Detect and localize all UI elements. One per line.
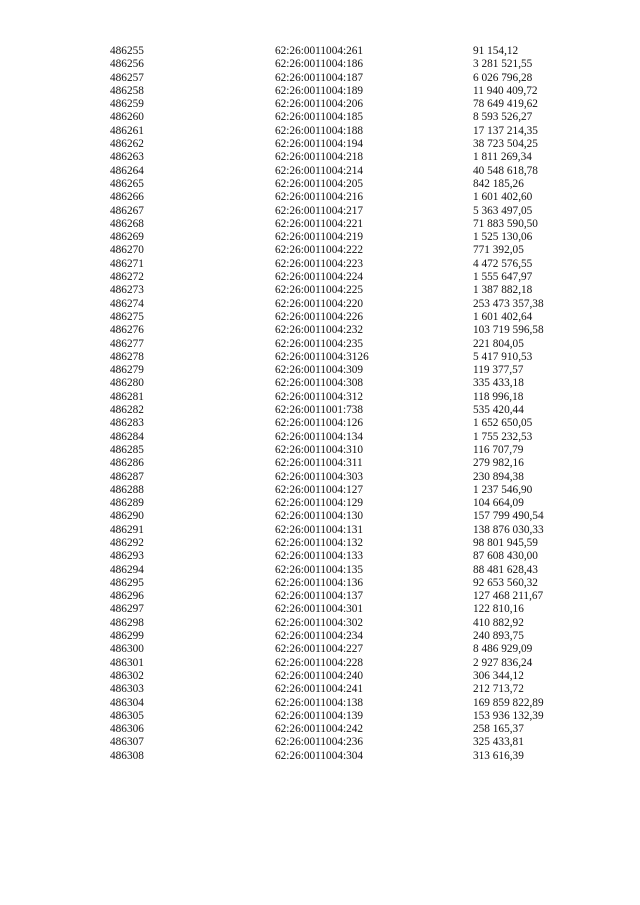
row-number-cell: 486296 — [110, 590, 144, 603]
cadastral-value-cell: 535 420,44 — [473, 404, 524, 417]
table-row — [0, 537, 640, 550]
cadastral-value-cell: 138 876 030,33 — [473, 523, 544, 536]
row-number-cell: 486302 — [110, 669, 144, 682]
row-number-cell: 486271 — [110, 257, 144, 270]
cadastral-number-cell: 62:26:0011004:133 — [275, 550, 364, 563]
row-number-cell: 486257 — [110, 71, 144, 84]
row-number-cell: 486263 — [110, 151, 144, 164]
table-row — [0, 125, 640, 138]
cadastral-value-cell: 253 473 357,38 — [473, 297, 544, 310]
row-number-cell: 486261 — [110, 124, 144, 137]
row-number-cell: 486292 — [110, 536, 144, 549]
table-row — [0, 510, 640, 523]
cadastral-number-cell: 62:26:0011004:139 — [275, 709, 364, 722]
cadastral-number-cell: 62:26:0011004:226 — [275, 310, 364, 323]
cadastral-number-cell: 62:26:0011001:738 — [275, 404, 364, 417]
cadastral-value-cell: 1 811 269,34 — [473, 151, 532, 164]
cadastral-number-cell: 62:26:0011004:131 — [275, 523, 364, 536]
table-row — [0, 603, 640, 616]
cadastral-value-cell: 119 377,57 — [473, 364, 524, 377]
table-row — [0, 338, 640, 351]
table-row — [0, 191, 640, 204]
cadastral-number-cell: 62:26:0011004:214 — [275, 164, 364, 177]
cadastral-number-cell: 62:26:0011004:219 — [275, 231, 364, 244]
cadastral-number-cell: 62:26:0011004:189 — [275, 84, 364, 97]
row-number-cell: 486293 — [110, 550, 144, 563]
row-number-cell: 486299 — [110, 630, 144, 643]
row-number-cell: 486283 — [110, 417, 144, 430]
cadastral-number-cell: 62:26:0011004:224 — [275, 271, 364, 284]
cadastral-value-cell: 306 344,12 — [473, 669, 524, 682]
cadastral-number-cell: 62:26:0011004:311 — [275, 457, 363, 470]
cadastral-value-cell: 1 601 402,60 — [473, 191, 533, 204]
cadastral-value-cell: 279 982,16 — [473, 457, 524, 470]
cadastral-value-cell: 1 555 647,97 — [473, 271, 533, 284]
cadastral-value-cell: 88 481 628,43 — [473, 563, 538, 576]
cadastral-number-cell: 62:26:0011004:130 — [275, 510, 364, 523]
cadastral-number-cell: 62:26:0011004:216 — [275, 191, 364, 204]
row-number-cell: 486277 — [110, 337, 144, 350]
cadastral-number-cell: 62:26:0011004:312 — [275, 390, 364, 403]
row-number-cell: 486279 — [110, 364, 144, 377]
cadastral-number-cell: 62:26:0011004:235 — [275, 337, 364, 350]
cadastral-value-cell: 313 616,39 — [473, 749, 524, 762]
cadastral-number-cell: 62:26:0011004:223 — [275, 257, 364, 270]
cadastral-value-cell: 169 859 822,89 — [473, 696, 544, 709]
row-number-cell: 486260 — [110, 111, 144, 124]
table-row — [0, 697, 640, 710]
cadastral-value-cell: 6 026 796,28 — [473, 71, 533, 84]
cadastral-number-cell: 62:26:0011004:225 — [275, 284, 364, 297]
row-number-cell: 486297 — [110, 603, 144, 616]
row-number-cell: 486273 — [110, 284, 144, 297]
row-number-cell: 486276 — [110, 324, 144, 337]
table-row — [0, 683, 640, 696]
table-row — [0, 85, 640, 98]
row-number-cell: 486281 — [110, 390, 144, 403]
row-number-cell: 486307 — [110, 736, 144, 749]
cadastral-value-cell: 1 601 402,64 — [473, 310, 533, 323]
cadastral-value-cell: 116 707,79 — [473, 443, 524, 456]
cadastral-value-cell: 11 940 409,72 — [473, 84, 538, 97]
table-row — [0, 723, 640, 736]
table-row — [0, 577, 640, 590]
row-number-cell: 486270 — [110, 244, 144, 257]
row-number-cell: 486285 — [110, 443, 144, 456]
cadastral-value-cell: 98 801 945,59 — [473, 536, 538, 549]
table-row — [0, 564, 640, 577]
table-row — [0, 218, 640, 231]
cadastral-value-cell: 8 486 929,09 — [473, 643, 533, 656]
row-number-cell: 486255 — [110, 45, 144, 57]
cadastral-number-cell: 62:26:0011004:218 — [275, 151, 364, 164]
cadastral-number-cell: 62:26:0011004:206 — [275, 98, 364, 111]
cadastral-value-cell: 91 154,12 — [473, 45, 519, 57]
cadastral-number-cell: 62:26:0011004:138 — [275, 696, 364, 709]
table-row — [0, 98, 640, 111]
cadastral-value-cell: 103 719 596,58 — [473, 324, 544, 337]
cadastral-number-cell: 62:26:0011004:240 — [275, 669, 364, 682]
row-number-cell: 486258 — [110, 84, 144, 97]
row-number-cell: 486275 — [110, 310, 144, 323]
table-row — [0, 351, 640, 364]
cadastral-value-cell: 17 137 214,35 — [473, 124, 538, 137]
cadastral-number-cell: 62:26:0011004:136 — [275, 576, 364, 589]
table-row — [0, 311, 640, 324]
row-number-cell: 486265 — [110, 177, 144, 190]
row-number-cell: 486290 — [110, 510, 144, 523]
table-row — [0, 58, 640, 71]
cadastral-number-cell: 62:26:0011004:186 — [275, 58, 364, 71]
row-number-cell: 486289 — [110, 497, 144, 510]
cadastral-number-cell: 62:26:0011004:137 — [275, 590, 364, 603]
table-row — [0, 151, 640, 164]
cadastral-value-cell: 5 417 910,53 — [473, 350, 533, 363]
table-row — [0, 457, 640, 470]
row-number-cell: 486280 — [110, 377, 144, 390]
cadastral-value-cell: 212 713,72 — [473, 683, 524, 696]
cadastral-number-cell: 62:26:0011004:187 — [275, 71, 364, 84]
cadastral-number-cell: 62:26:0011004:3126 — [275, 350, 369, 363]
table-row — [0, 205, 640, 218]
cadastral-value-cell: 1 387 882,18 — [473, 284, 533, 297]
row-number-cell: 486284 — [110, 430, 144, 443]
table-row — [0, 444, 640, 457]
cadastral-value-cell: 4 472 576,55 — [473, 257, 533, 270]
table-row — [0, 72, 640, 85]
cadastral-value-cell: 71 883 590,50 — [473, 217, 538, 230]
row-number-cell: 486264 — [110, 164, 144, 177]
cadastral-number-cell: 62:26:0011004:194 — [275, 138, 364, 151]
cadastral-value-cell: 771 392,05 — [473, 244, 524, 257]
cadastral-number-cell: 62:26:0011004:303 — [275, 470, 364, 483]
row-number-cell: 486256 — [110, 58, 144, 71]
cadastral-number-cell: 62:26:0011004:217 — [275, 204, 364, 217]
row-number-cell: 486282 — [110, 404, 144, 417]
table-row — [0, 111, 640, 124]
row-number-cell: 486295 — [110, 576, 144, 589]
table-row — [0, 231, 640, 244]
cadastral-value-cell: 842 185,26 — [473, 177, 524, 190]
table-row — [0, 284, 640, 297]
row-number-cell: 486306 — [110, 723, 144, 736]
cadastral-value-cell: 127 468 211,67 — [473, 590, 544, 603]
table-row — [0, 484, 640, 497]
cadastral-number-cell: 62:26:0011004:241 — [275, 683, 364, 696]
cadastral-number-cell: 62:26:0011004:135 — [275, 563, 364, 576]
row-number-cell: 486300 — [110, 643, 144, 656]
table-row — [0, 710, 640, 723]
cadastral-value-cell: 78 649 419,62 — [473, 98, 538, 111]
table-row — [0, 550, 640, 563]
row-number-cell: 486298 — [110, 616, 144, 629]
cadastral-value-cell: 38 723 504,25 — [473, 138, 538, 151]
row-number-cell: 486272 — [110, 271, 144, 284]
cadastral-number-cell: 62:26:0011004:222 — [275, 244, 364, 257]
row-number-cell: 486304 — [110, 696, 144, 709]
cadastral-value-cell: 221 804,05 — [473, 337, 524, 350]
row-number-cell: 486269 — [110, 231, 144, 244]
cadastral-number-cell: 62:26:0011004:302 — [275, 616, 364, 629]
table-row — [0, 630, 640, 643]
cadastral-number-cell: 62:26:0011004:242 — [275, 723, 364, 736]
cadastral-number-cell: 62:26:0011004:234 — [275, 630, 364, 643]
cadastral-number-cell: 62:26:0011004:301 — [275, 603, 364, 616]
cadastral-number-cell: 62:26:0011004:309 — [275, 364, 364, 377]
table-row — [0, 471, 640, 484]
cadastral-value-cell: 3 281 521,55 — [473, 58, 533, 71]
table-row — [0, 391, 640, 404]
cadastral-number-cell: 62:26:0011004:205 — [275, 177, 364, 190]
cadastral-number-cell: 62:26:0011004:188 — [275, 124, 364, 137]
cadastral-number-cell: 62:26:0011004:221 — [275, 217, 364, 230]
cadastral-value-cell: 1 525 130,06 — [473, 231, 533, 244]
table-row — [0, 244, 640, 257]
cadastral-value-table — [0, 45, 640, 763]
table-row — [0, 45, 640, 58]
table-row — [0, 617, 640, 630]
cadastral-value-cell: 87 608 430,00 — [473, 550, 538, 563]
cadastral-value-cell: 410 882,92 — [473, 616, 524, 629]
table-row — [0, 736, 640, 749]
cadastral-value-cell: 335 433,18 — [473, 377, 524, 390]
cadastral-value-cell: 1 237 546,90 — [473, 483, 533, 496]
row-number-cell: 486305 — [110, 709, 144, 722]
cadastral-value-cell: 40 548 618,78 — [473, 164, 538, 177]
table-row — [0, 524, 640, 537]
row-number-cell: 486274 — [110, 297, 144, 310]
row-number-cell: 486278 — [110, 350, 144, 363]
table-row — [0, 258, 640, 271]
cadastral-value-cell: 153 936 132,39 — [473, 709, 544, 722]
table-row — [0, 643, 640, 656]
row-number-cell: 486301 — [110, 656, 144, 669]
cadastral-number-cell: 62:26:0011004:261 — [275, 45, 364, 57]
table-row — [0, 298, 640, 311]
row-number-cell: 486291 — [110, 523, 144, 536]
row-number-cell: 486267 — [110, 204, 144, 217]
cadastral-value-cell: 240 893,75 — [473, 630, 524, 643]
table-row — [0, 165, 640, 178]
table-row — [0, 590, 640, 603]
cadastral-number-cell: 62:26:0011004:220 — [275, 297, 364, 310]
table-row — [0, 364, 640, 377]
cadastral-value-cell: 5 363 497,05 — [473, 204, 533, 217]
cadastral-value-cell: 258 165,37 — [473, 723, 524, 736]
table-row — [0, 670, 640, 683]
cadastral-value-cell: 92 653 560,32 — [473, 576, 538, 589]
row-number-cell: 486259 — [110, 98, 144, 111]
table-row — [0, 271, 640, 284]
table-row — [0, 324, 640, 337]
cadastral-value-cell: 325 433,81 — [473, 736, 524, 749]
cadastral-value-cell: 157 799 490,54 — [473, 510, 544, 523]
cadastral-value-cell: 8 593 526,27 — [473, 111, 533, 124]
cadastral-number-cell: 62:26:0011004:127 — [275, 483, 364, 496]
cadastral-number-cell: 62:26:0011004:134 — [275, 430, 364, 443]
cadastral-number-cell: 62:26:0011004:228 — [275, 656, 364, 669]
cadastral-value-cell: 118 996,18 — [473, 390, 524, 403]
table-row — [0, 497, 640, 510]
cadastral-value-cell: 1 652 650,05 — [473, 417, 533, 430]
row-number-cell: 486266 — [110, 191, 144, 204]
table-row — [0, 657, 640, 670]
cadastral-number-cell: 62:26:0011004:126 — [275, 417, 364, 430]
row-number-cell: 486303 — [110, 683, 144, 696]
table-row — [0, 417, 640, 430]
cadastral-value-cell: 104 664,09 — [473, 497, 524, 510]
table-row — [0, 750, 640, 763]
row-number-cell: 486287 — [110, 470, 144, 483]
row-number-cell: 486268 — [110, 217, 144, 230]
cadastral-number-cell: 62:26:0011004:304 — [275, 749, 364, 762]
row-number-cell: 486294 — [110, 563, 144, 576]
cadastral-number-cell: 62:26:0011004:227 — [275, 643, 364, 656]
cadastral-value-cell: 122 810,16 — [473, 603, 524, 616]
cadastral-value-cell: 230 894,38 — [473, 470, 524, 483]
table-row — [0, 431, 640, 444]
table-row — [0, 138, 640, 151]
cadastral-value-cell: 2 927 836,24 — [473, 656, 533, 669]
table-row — [0, 377, 640, 390]
row-number-cell: 486262 — [110, 138, 144, 151]
cadastral-number-cell: 62:26:0011004:308 — [275, 377, 364, 390]
row-number-cell: 486286 — [110, 457, 144, 470]
cadastral-value-cell: 1 755 232,53 — [473, 430, 533, 443]
cadastral-number-cell: 62:26:0011004:129 — [275, 497, 364, 510]
cadastral-number-cell: 62:26:0011004:310 — [275, 443, 364, 456]
cadastral-number-cell: 62:26:0011004:236 — [275, 736, 364, 749]
table-row — [0, 178, 640, 191]
cadastral-number-cell: 62:26:0011004:132 — [275, 536, 364, 549]
cadastral-number-cell: 62:26:0011004:185 — [275, 111, 364, 124]
row-number-cell: 486288 — [110, 483, 144, 496]
table-row — [0, 404, 640, 417]
row-number-cell: 486308 — [110, 749, 144, 762]
cadastral-number-cell: 62:26:0011004:232 — [275, 324, 364, 337]
